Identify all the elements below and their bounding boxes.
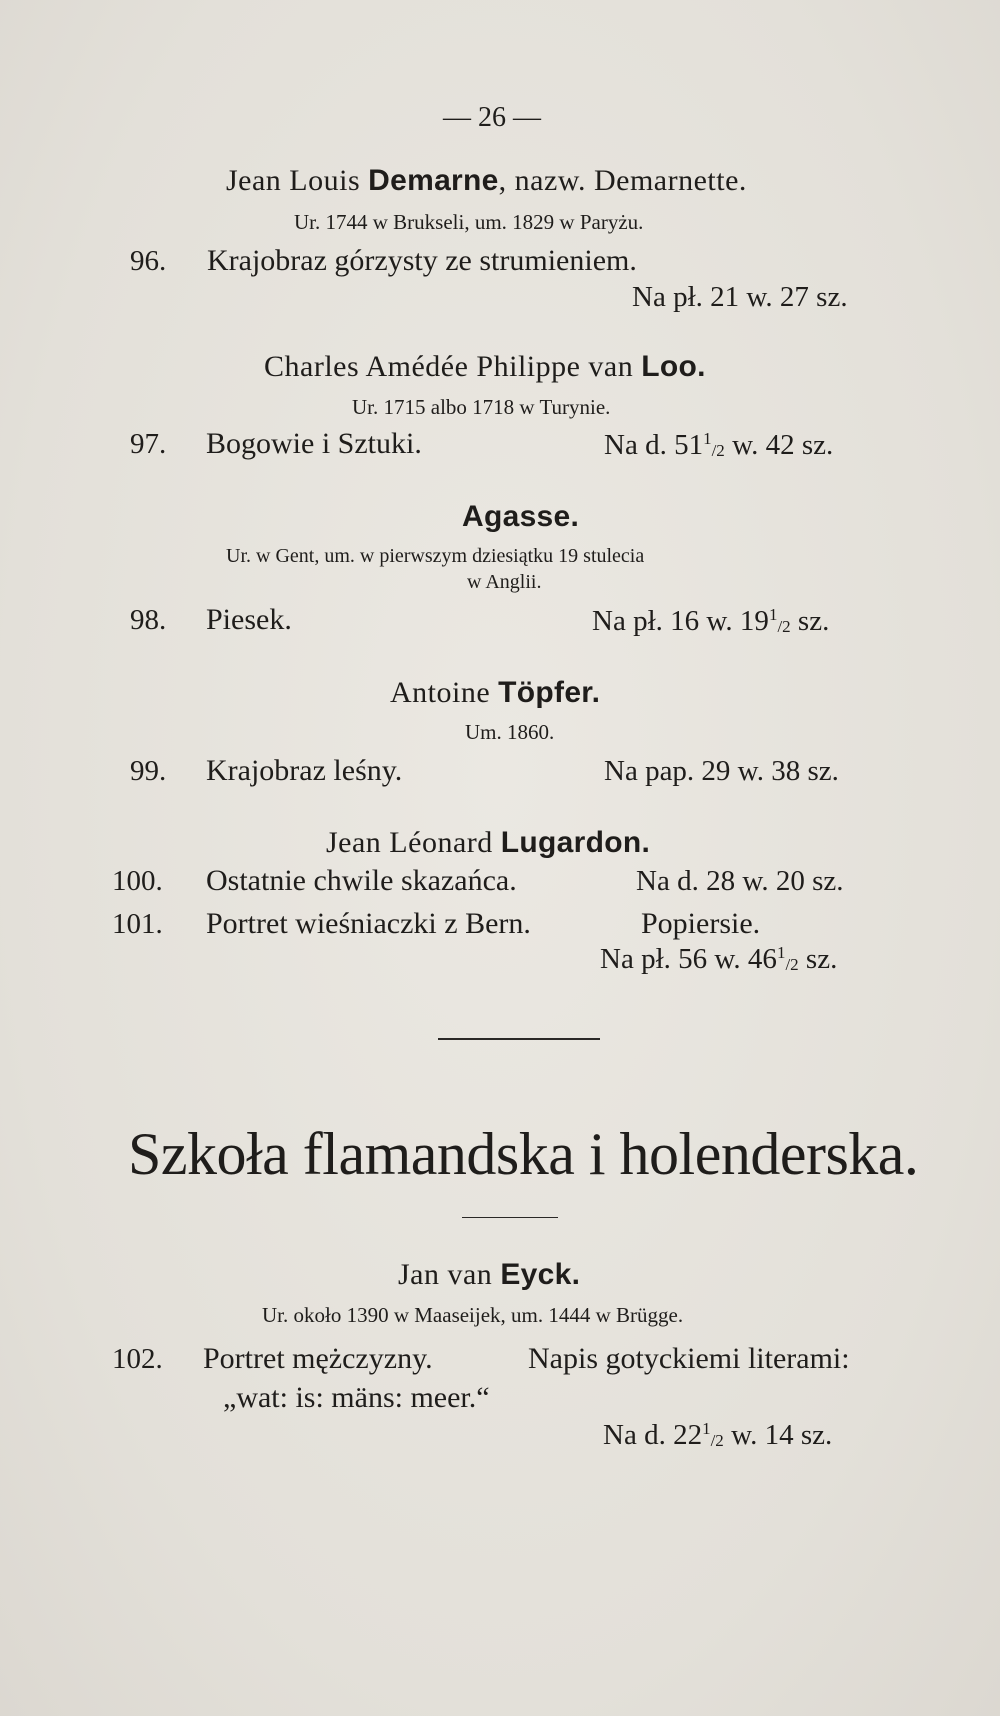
page-number: — 26 —: [443, 102, 541, 133]
artist-name-lugardon: [326, 828, 650, 858]
artist-name-prefix: Jean Louis: [226, 164, 369, 197]
artist-name-demarne: [226, 166, 747, 196]
dim-text: w. 42 sz.: [724, 429, 834, 461]
artist-surname: Lugardon.: [500, 826, 651, 859]
entry-number: 97.: [130, 428, 167, 460]
fraction-numerator: 1: [776, 943, 786, 962]
entry-subtitle: Popiersie.: [641, 907, 761, 940]
fraction-numerator: 1: [702, 1419, 711, 1438]
artist-bio-demarne: Ur. 1744 w Brukseli, um. 1829 w Paryżu.: [294, 210, 644, 234]
entry-dimensions: [600, 944, 837, 974]
entry-title: Portret mężczyzny.: [203, 1342, 433, 1375]
entry-title: Bogowie i Sztuki.: [206, 427, 422, 460]
entry-dimensions: [603, 1420, 832, 1450]
fraction-denominator: /2: [710, 1431, 724, 1450]
dim-text: Na d. 22: [603, 1419, 703, 1451]
artist-name-vanloo: [264, 352, 706, 382]
heading-underline: [462, 1217, 558, 1218]
artist-bio-agasse-line1: Ur. w Gent, um. w pierwszym dziesiątku 19 stulecia: [226, 545, 645, 567]
dim-text: Na pł. 56 w. 46: [600, 943, 777, 975]
dim-text: sz.: [790, 605, 830, 637]
dim-text: Na pł. 16 w. 19: [592, 605, 769, 637]
fraction-numerator: 1: [768, 605, 778, 624]
entry-dimensions: Na pł. 21 w. 27 sz.: [632, 281, 848, 313]
fraction-denominator: /2: [777, 617, 791, 636]
entry-dimensions: Na pap. 29 w. 38 sz.: [604, 755, 839, 787]
dim-text: Na d. 51: [604, 429, 704, 461]
entry-title: Piesek.: [206, 603, 292, 636]
entry-title: Ostatnie chwile skazańca.: [206, 864, 517, 897]
artist-name-prefix: Charles Amédée Philippe van: [264, 350, 642, 383]
artist-surname: Loo.: [641, 350, 706, 383]
artist-surname: Agasse.: [462, 500, 580, 533]
entry-dimensions: [604, 430, 833, 460]
entry-number: 99.: [130, 755, 167, 787]
dim-text: sz.: [798, 943, 838, 975]
entry-title: Krajobraz górzysty ze strumieniem.: [207, 244, 637, 277]
section-heading: Szkoła flamandska i holenderska.: [128, 1121, 919, 1187]
artist-bio-vaneyck: Ur. około 1390 w Maaseijek, um. 1444 w Brügge.: [262, 1303, 684, 1327]
entry-number: 96.: [130, 245, 167, 277]
artist-name-topfer: [390, 678, 600, 708]
entry-title: Portret wieśniaczki z Bern.: [206, 907, 531, 940]
entry-inscription: „wat: is: mäns: meer.“: [223, 1381, 490, 1414]
entry-number: 102.: [112, 1343, 163, 1375]
entry-number: 101.: [112, 908, 163, 940]
artist-surname: Töpfer.: [498, 676, 601, 709]
dim-text: w. 14 sz.: [723, 1419, 833, 1451]
entry-dimensions: Na d. 28 w. 20 sz.: [636, 865, 844, 897]
entry-inscription-label: Napis gotyckiemi literami:: [528, 1342, 850, 1375]
artist-bio-topfer: Um. 1860.: [465, 720, 555, 744]
artist-bio-agasse-line2: w Anglii.: [467, 571, 542, 593]
artist-name-vaneyck: [398, 1260, 580, 1290]
entry-number: 98.: [130, 604, 167, 636]
entry-number: 100.: [112, 865, 163, 897]
entry-title: Krajobraz leśny.: [206, 754, 403, 787]
section-divider: [438, 1038, 600, 1040]
artist-surname: Demarne: [368, 164, 499, 197]
fraction-denominator: /2: [711, 441, 725, 460]
artist-bio-vanloo: Ur. 1715 albo 1718 w Turynie.: [352, 395, 611, 419]
fraction-denominator: /2: [785, 955, 799, 974]
artist-name-prefix: Jan van: [398, 1258, 501, 1291]
artist-name-suffix: , nazw. Demarnette.: [498, 164, 747, 197]
fraction-numerator: 1: [703, 429, 712, 448]
artist-name-prefix: Jean Léonard: [326, 826, 501, 859]
artist-name-prefix: Antoine: [390, 676, 499, 709]
entry-dimensions: [592, 606, 829, 636]
artist-surname: Eyck.: [500, 1258, 581, 1291]
artist-name-agasse: [462, 502, 579, 532]
